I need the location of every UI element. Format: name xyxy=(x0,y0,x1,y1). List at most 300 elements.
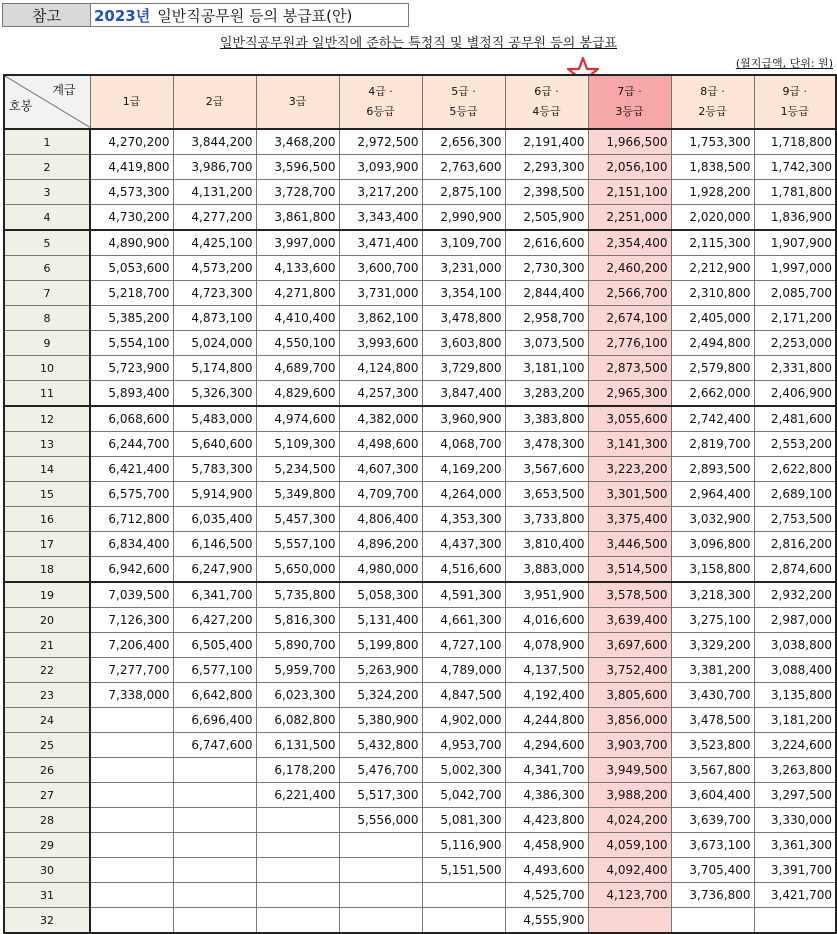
salary-cell: 5,024,000 xyxy=(173,331,256,356)
salary-cell: 4,789,000 xyxy=(422,658,505,683)
table-row xyxy=(4,532,836,557)
salary-cell: 6,247,900 xyxy=(173,557,256,583)
salary-cell: 4,137,500 xyxy=(505,658,588,683)
unit-note: (월지급액, 단위: 원) xyxy=(735,57,833,70)
salary-cell: 2,776,100 xyxy=(588,331,671,356)
salary-cell: 5,517,300 xyxy=(339,783,422,808)
salary-cell: 3,471,400 xyxy=(339,230,422,256)
salary-cell: 5,151,500 xyxy=(422,858,505,883)
table-row xyxy=(4,180,836,205)
salary-cell: 3,883,000 xyxy=(505,557,588,583)
step-cell: 22 xyxy=(4,658,90,683)
salary-cell: 3,109,700 xyxy=(422,230,505,256)
salary-cell: 3,673,100 xyxy=(671,833,754,858)
step-cell: 30 xyxy=(4,858,90,883)
step-cell: 12 xyxy=(4,406,90,432)
salary-cell: 5,893,400 xyxy=(90,381,173,407)
salary-cell: 2,990,900 xyxy=(422,205,505,231)
salary-cell: 4,573,300 xyxy=(90,180,173,205)
salary-cell: 4,192,400 xyxy=(505,683,588,708)
table-row xyxy=(4,406,836,432)
table-row xyxy=(4,658,836,683)
salary-cell: 4,709,700 xyxy=(339,482,422,507)
title-text: 일반직공무원 등의 봉급표(안) xyxy=(157,6,353,25)
salary-cell xyxy=(173,783,256,808)
salary-cell: 5,263,900 xyxy=(339,658,422,683)
salary-cell: 3,997,000 xyxy=(256,230,339,256)
salary-cell: 4,689,700 xyxy=(256,356,339,381)
salary-cell: 2,958,700 xyxy=(505,306,588,331)
table-row xyxy=(4,858,836,883)
grade-header-line: 1급 xyxy=(122,95,141,108)
salary-cell: 3,705,400 xyxy=(671,858,754,883)
salary-cell: 4,498,600 xyxy=(339,432,422,457)
salary-cell: 3,381,200 xyxy=(671,658,754,683)
grade-header-line: 6급 · xyxy=(534,85,559,98)
salary-cell: 2,753,500 xyxy=(754,507,836,532)
table-row xyxy=(4,155,836,180)
salary-cell: 4,270,200 xyxy=(90,129,173,155)
salary-cell: 5,890,700 xyxy=(256,633,339,658)
table-row xyxy=(4,683,836,708)
salary-cell: 3,093,900 xyxy=(339,155,422,180)
salary-cell: 2,875,100 xyxy=(422,180,505,205)
salary-cell: 4,890,900 xyxy=(90,230,173,256)
salary-cell: 3,181,100 xyxy=(505,356,588,381)
step-cell: 3 xyxy=(4,180,90,205)
salary-cell: 6,221,400 xyxy=(256,783,339,808)
grade-header-line: 9급 · xyxy=(782,85,808,98)
salary-cell: 5,324,200 xyxy=(339,683,422,708)
table-row xyxy=(4,758,836,783)
salary-cell: 4,573,200 xyxy=(173,256,256,281)
salary-cell: 3,752,400 xyxy=(588,658,671,683)
salary-cell: 1,836,900 xyxy=(754,205,836,231)
salary-cell: 7,277,700 xyxy=(90,658,173,683)
salary-cell: 2,460,200 xyxy=(588,256,671,281)
salary-cell: 3,903,700 xyxy=(588,733,671,758)
table-row xyxy=(4,733,836,758)
salary-cell: 4,902,000 xyxy=(422,708,505,733)
salary-cell: 2,816,200 xyxy=(754,532,836,557)
salary-cell: 4,124,800 xyxy=(339,356,422,381)
salary-cell: 1,718,800 xyxy=(754,129,836,155)
salary-cell: 2,212,900 xyxy=(671,256,754,281)
table-row xyxy=(4,708,836,733)
salary-cell: 4,953,700 xyxy=(422,733,505,758)
salary-cell: 3,223,200 xyxy=(588,457,671,482)
table-row xyxy=(4,281,836,306)
table-row xyxy=(4,256,836,281)
step-cell: 32 xyxy=(4,908,90,934)
salary-cell: 4,341,700 xyxy=(505,758,588,783)
salary-cell: 3,733,800 xyxy=(505,507,588,532)
salary-cell: 6,575,700 xyxy=(90,482,173,507)
step-cell: 9 xyxy=(4,331,90,356)
salary-cell: 4,437,300 xyxy=(422,532,505,557)
salary-cell xyxy=(173,758,256,783)
step-cell: 18 xyxy=(4,557,90,583)
salary-cell: 2,622,800 xyxy=(754,457,836,482)
step-cell: 23 xyxy=(4,683,90,708)
salary-cell: 3,600,700 xyxy=(339,256,422,281)
salary-cell: 5,735,800 xyxy=(256,582,339,608)
salary-cell: 5,432,800 xyxy=(339,733,422,758)
salary-cell: 2,566,700 xyxy=(588,281,671,306)
salary-cell xyxy=(339,858,422,883)
step-cell: 19 xyxy=(4,582,90,608)
salary-cell: 6,131,500 xyxy=(256,733,339,758)
salary-cell: 4,133,600 xyxy=(256,256,339,281)
salary-cell: 2,579,800 xyxy=(671,356,754,381)
salary-cell: 4,607,300 xyxy=(339,457,422,482)
salary-cell: 3,639,700 xyxy=(671,808,754,833)
salary-cell: 4,169,200 xyxy=(422,457,505,482)
salary-cell: 1,753,300 xyxy=(671,129,754,155)
salary-cell: 2,151,100 xyxy=(588,180,671,205)
salary-cell: 1,997,000 xyxy=(754,256,836,281)
salary-cell: 2,844,400 xyxy=(505,281,588,306)
step-cell: 24 xyxy=(4,708,90,733)
salary-cell: 6,023,300 xyxy=(256,683,339,708)
salary-cell: 3,217,200 xyxy=(339,180,422,205)
salary-cell: 2,874,600 xyxy=(754,557,836,583)
grade-header-line: 1등급 xyxy=(780,105,809,118)
salary-cell: 5,385,200 xyxy=(90,306,173,331)
salary-cell: 6,035,400 xyxy=(173,507,256,532)
salary-cell: 4,591,300 xyxy=(422,582,505,608)
salary-cell: 4,078,900 xyxy=(505,633,588,658)
step-cell: 4 xyxy=(4,205,90,231)
table-row xyxy=(4,633,836,658)
step-cell: 21 xyxy=(4,633,90,658)
salary-cell: 5,326,300 xyxy=(173,381,256,407)
salary-cell: 1,742,300 xyxy=(754,155,836,180)
corner-step-label: 호봉 xyxy=(9,99,33,113)
salary-cell: 3,596,500 xyxy=(256,155,339,180)
salary-table xyxy=(3,74,837,934)
salary-cell: 6,696,400 xyxy=(173,708,256,733)
salary-cell: 3,856,000 xyxy=(588,708,671,733)
salary-cell: 3,343,400 xyxy=(339,205,422,231)
salary-cell: 4,131,200 xyxy=(173,180,256,205)
salary-cell: 3,301,500 xyxy=(588,482,671,507)
table-row xyxy=(4,356,836,381)
step-cell: 13 xyxy=(4,432,90,457)
step-cell: 6 xyxy=(4,256,90,281)
step-cell: 7 xyxy=(4,281,90,306)
salary-cell: 3,986,700 xyxy=(173,155,256,180)
salary-cell: 3,055,600 xyxy=(588,406,671,432)
salary-cell: 6,712,800 xyxy=(90,507,173,532)
salary-cell: 2,331,800 xyxy=(754,356,836,381)
table-row xyxy=(4,432,836,457)
salary-cell: 1,838,500 xyxy=(671,155,754,180)
step-cell: 16 xyxy=(4,507,90,532)
salary-cell: 4,419,800 xyxy=(90,155,173,180)
salary-cell: 3,523,800 xyxy=(671,733,754,758)
salary-cell: 3,421,700 xyxy=(754,883,836,908)
salary-cell: 5,483,000 xyxy=(173,406,256,432)
grade-header-line: 5급 · xyxy=(451,85,476,98)
salary-cell: 2,293,300 xyxy=(505,155,588,180)
salary-cell: 4,458,900 xyxy=(505,833,588,858)
salary-cell: 4,974,600 xyxy=(256,406,339,432)
salary-cell: 2,893,500 xyxy=(671,457,754,482)
salary-cell: 7,126,300 xyxy=(90,608,173,633)
corner-header xyxy=(4,75,90,129)
salary-cell xyxy=(173,833,256,858)
salary-cell: 3,567,600 xyxy=(505,457,588,482)
salary-cell xyxy=(256,833,339,858)
salary-cell: 3,578,500 xyxy=(588,582,671,608)
salary-cell: 3,088,400 xyxy=(754,658,836,683)
salary-cell: 3,951,900 xyxy=(505,582,588,608)
grade-header xyxy=(256,75,339,129)
grade-header-line: 4등급 xyxy=(532,105,561,118)
salary-cell: 2,730,300 xyxy=(505,256,588,281)
salary-cell: 5,199,800 xyxy=(339,633,422,658)
salary-cell: 2,115,300 xyxy=(671,230,754,256)
corner-grade-label: 계급 xyxy=(52,83,76,97)
salary-cell: 5,476,700 xyxy=(339,758,422,783)
step-cell: 10 xyxy=(4,356,90,381)
salary-cell: 4,123,700 xyxy=(588,883,671,908)
salary-cell: 2,191,400 xyxy=(505,129,588,155)
salary-cell xyxy=(754,908,836,934)
table-row xyxy=(4,482,836,507)
salary-cell: 4,493,600 xyxy=(505,858,588,883)
grade-header-line: 3급 xyxy=(288,95,307,108)
salary-cell: 3,567,800 xyxy=(671,758,754,783)
title-bar xyxy=(2,3,409,27)
salary-cell: 4,727,100 xyxy=(422,633,505,658)
salary-cell xyxy=(422,883,505,908)
salary-cell: 4,068,700 xyxy=(422,432,505,457)
salary-cell: 5,959,700 xyxy=(256,658,339,683)
step-cell: 1 xyxy=(4,129,90,155)
salary-cell xyxy=(90,883,173,908)
salary-cell xyxy=(339,908,422,934)
salary-cell: 6,178,200 xyxy=(256,758,339,783)
salary-cell: 3,993,600 xyxy=(339,331,422,356)
salary-cell xyxy=(173,908,256,934)
salary-cell xyxy=(256,908,339,934)
salary-cell: 4,723,300 xyxy=(173,281,256,306)
salary-cell: 6,341,700 xyxy=(173,582,256,608)
grade-header-line: 2등급 xyxy=(698,105,727,118)
table-row xyxy=(4,582,836,608)
salary-cell: 4,277,200 xyxy=(173,205,256,231)
step-cell: 8 xyxy=(4,306,90,331)
salary-cell: 4,024,200 xyxy=(588,808,671,833)
salary-cell: 2,987,000 xyxy=(754,608,836,633)
salary-cell: 3,805,600 xyxy=(588,683,671,708)
salary-cell: 2,494,800 xyxy=(671,331,754,356)
grade-header-line: 8급 · xyxy=(700,85,725,98)
salary-cell xyxy=(671,908,754,934)
salary-cell: 6,244,700 xyxy=(90,432,173,457)
table-row xyxy=(4,331,836,356)
salary-cell: 2,398,500 xyxy=(505,180,588,205)
salary-cell: 3,810,400 xyxy=(505,532,588,557)
salary-cell: 5,914,900 xyxy=(173,482,256,507)
table-row xyxy=(4,205,836,231)
salary-cell: 3,158,800 xyxy=(671,557,754,583)
salary-cell: 2,481,600 xyxy=(754,406,836,432)
salary-cell: 4,550,100 xyxy=(256,331,339,356)
salary-cell: 3,478,300 xyxy=(505,432,588,457)
salary-cell: 4,806,400 xyxy=(339,507,422,532)
salary-cell: 3,263,800 xyxy=(754,758,836,783)
salary-cell: 5,116,900 xyxy=(422,833,505,858)
salary-cell: 5,380,900 xyxy=(339,708,422,733)
salary-cell: 3,639,400 xyxy=(588,608,671,633)
salary-cell: 5,053,600 xyxy=(90,256,173,281)
salary-cell xyxy=(173,883,256,908)
salary-cell: 4,410,400 xyxy=(256,306,339,331)
salary-cell: 5,816,300 xyxy=(256,608,339,633)
table-row xyxy=(4,507,836,532)
salary-cell: 4,382,000 xyxy=(339,406,422,432)
salary-cell: 3,862,100 xyxy=(339,306,422,331)
salary-cell: 3,844,200 xyxy=(173,129,256,155)
grade-header xyxy=(505,75,588,129)
salary-cell xyxy=(90,758,173,783)
salary-cell: 3,141,300 xyxy=(588,432,671,457)
salary-cell: 3,135,800 xyxy=(754,683,836,708)
salary-cell: 3,330,000 xyxy=(754,808,836,833)
salary-cell: 3,375,400 xyxy=(588,507,671,532)
salary-cell xyxy=(90,783,173,808)
step-cell: 17 xyxy=(4,532,90,557)
salary-cell: 5,058,300 xyxy=(339,582,422,608)
salary-cell xyxy=(90,708,173,733)
salary-cell: 3,949,500 xyxy=(588,758,671,783)
step-cell: 29 xyxy=(4,833,90,858)
salary-cell: 3,653,500 xyxy=(505,482,588,507)
salary-cell: 4,244,800 xyxy=(505,708,588,733)
salary-cell: 2,085,700 xyxy=(754,281,836,306)
salary-cell xyxy=(90,733,173,758)
table-row xyxy=(4,381,836,407)
salary-cell: 1,907,900 xyxy=(754,230,836,256)
table-row xyxy=(4,457,836,482)
salary-cell: 6,146,500 xyxy=(173,532,256,557)
salary-cell: 2,020,000 xyxy=(671,205,754,231)
salary-cell: 2,253,000 xyxy=(754,331,836,356)
grade-header-line: 3등급 xyxy=(615,105,644,118)
salary-cell: 3,383,800 xyxy=(505,406,588,432)
salary-cell: 6,642,800 xyxy=(173,683,256,708)
salary-cell: 3,329,200 xyxy=(671,633,754,658)
salary-cell: 3,354,100 xyxy=(422,281,505,306)
salary-cell: 6,427,200 xyxy=(173,608,256,633)
salary-cell: 3,446,500 xyxy=(588,532,671,557)
grade-header xyxy=(422,75,505,129)
salary-cell: 6,747,600 xyxy=(173,733,256,758)
salary-cell: 4,425,100 xyxy=(173,230,256,256)
salary-cell: 3,731,000 xyxy=(339,281,422,306)
table-row xyxy=(4,306,836,331)
table-subtitle xyxy=(0,32,837,51)
salary-cell xyxy=(256,808,339,833)
salary-cell: 4,271,800 xyxy=(256,281,339,306)
salary-cell: 5,218,700 xyxy=(90,281,173,306)
salary-cell: 4,661,300 xyxy=(422,608,505,633)
salary-cell xyxy=(173,808,256,833)
salary-cell: 2,656,300 xyxy=(422,129,505,155)
salary-cell: 3,478,800 xyxy=(422,306,505,331)
salary-cell: 3,224,600 xyxy=(754,733,836,758)
salary-cell: 2,972,500 xyxy=(339,129,422,155)
salary-cell: 3,231,000 xyxy=(422,256,505,281)
salary-cell: 5,650,000 xyxy=(256,557,339,583)
salary-cell: 3,096,800 xyxy=(671,532,754,557)
salary-cell: 3,218,300 xyxy=(671,582,754,608)
salary-cell: 2,964,400 xyxy=(671,482,754,507)
salary-cell: 2,553,200 xyxy=(754,432,836,457)
salary-cell: 4,730,200 xyxy=(90,205,173,231)
salary-cell: 4,516,600 xyxy=(422,557,505,583)
salary-cell: 2,873,500 xyxy=(588,356,671,381)
step-cell: 15 xyxy=(4,482,90,507)
salary-cell: 4,847,500 xyxy=(422,683,505,708)
salary-cell: 3,181,200 xyxy=(754,708,836,733)
salary-cell xyxy=(90,858,173,883)
salary-cell: 7,206,400 xyxy=(90,633,173,658)
grade-header xyxy=(90,75,173,129)
salary-cell xyxy=(173,858,256,883)
salary-cell: 4,525,700 xyxy=(505,883,588,908)
step-cell: 20 xyxy=(4,608,90,633)
salary-cell: 3,032,900 xyxy=(671,507,754,532)
grade-header-line: 6등급 xyxy=(366,105,395,118)
salary-cell: 4,294,600 xyxy=(505,733,588,758)
salary-cell: 3,275,100 xyxy=(671,608,754,633)
table-row xyxy=(4,833,836,858)
step-cell: 28 xyxy=(4,808,90,833)
salary-cell: 6,577,100 xyxy=(173,658,256,683)
grade-header-line: 5등급 xyxy=(449,105,478,118)
table-row xyxy=(4,557,836,583)
salary-cell: 2,354,400 xyxy=(588,230,671,256)
grade-header-line: 7급 · xyxy=(617,85,642,98)
table-row xyxy=(4,608,836,633)
salary-cell: 2,965,300 xyxy=(588,381,671,407)
page-title xyxy=(91,4,408,26)
salary-cell: 2,505,900 xyxy=(505,205,588,231)
salary-cell: 2,689,100 xyxy=(754,482,836,507)
salary-cell: 2,310,800 xyxy=(671,281,754,306)
salary-cell: 5,723,900 xyxy=(90,356,173,381)
salary-cell: 4,386,300 xyxy=(505,783,588,808)
step-cell: 31 xyxy=(4,883,90,908)
salary-cell: 5,234,500 xyxy=(256,457,339,482)
salary-cell: 7,338,000 xyxy=(90,683,173,708)
table-row xyxy=(4,808,836,833)
salary-cell: 5,557,100 xyxy=(256,532,339,557)
salary-cell: 5,131,400 xyxy=(339,608,422,633)
salary-cell: 3,391,700 xyxy=(754,858,836,883)
salary-cell: 2,056,100 xyxy=(588,155,671,180)
salary-cell: 3,468,200 xyxy=(256,129,339,155)
salary-cell: 1,781,800 xyxy=(754,180,836,205)
grade-header-line: 2급 xyxy=(205,95,224,108)
grade-header xyxy=(671,75,754,129)
step-cell: 25 xyxy=(4,733,90,758)
salary-cell xyxy=(339,833,422,858)
